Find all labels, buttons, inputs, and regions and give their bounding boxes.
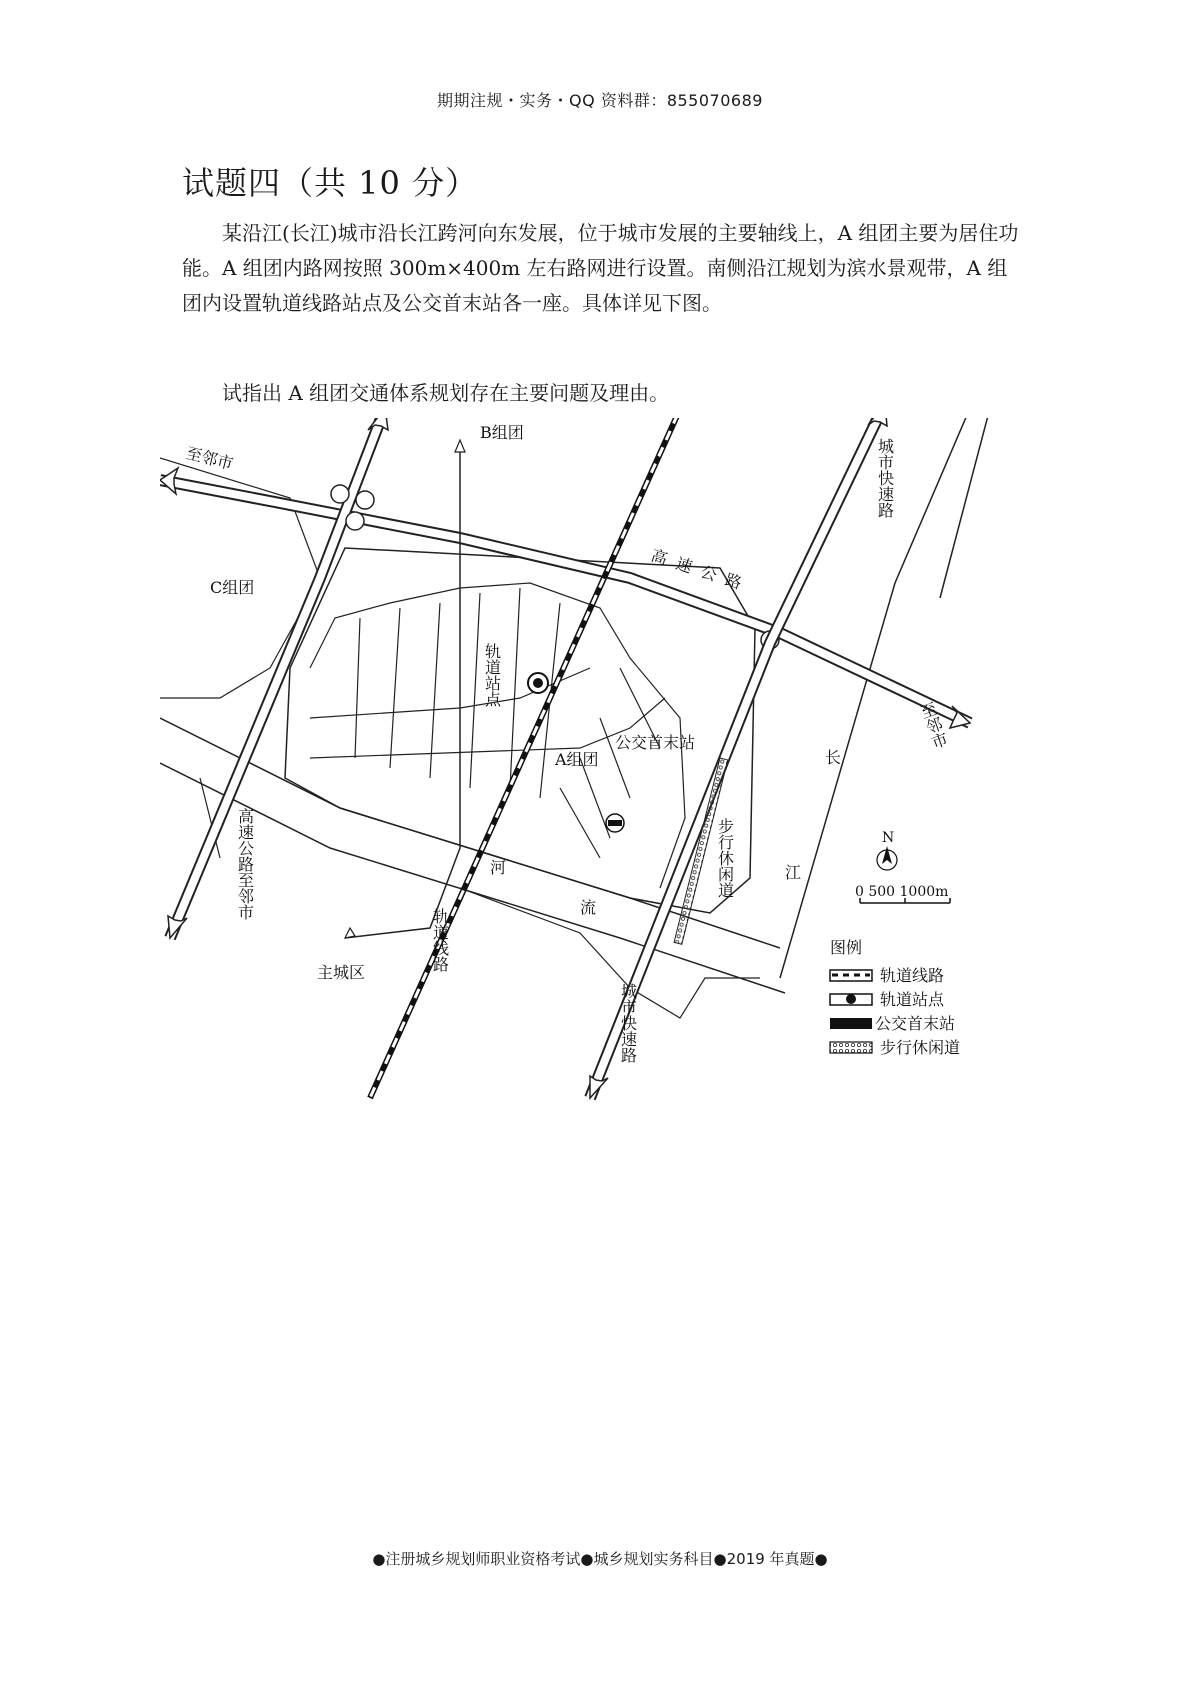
label-yangtze-1: 长	[825, 748, 842, 767]
label-expressway-s: 城市快速路	[618, 983, 638, 1063]
label-highway: 高速公路	[648, 545, 754, 596]
label-expressway-ne: 城市快速路	[875, 438, 895, 518]
label-group-b: B组团	[480, 423, 524, 442]
label-river-1: 河	[490, 858, 507, 877]
page-footer: ●注册城乡规划师职业资格考试●城乡规划实务科目●2019 年真题●	[372, 1550, 828, 1568]
label-main-city: 主城区	[317, 963, 366, 982]
legend-bus-terminal: 公交首末站	[875, 1014, 956, 1033]
legend-pedestrian-path: 步行休闲道	[880, 1038, 961, 1057]
river-south-bank-2	[200, 778, 760, 1018]
label-yangtze-2: 江	[785, 863, 802, 882]
legend-rail-station: 轨道站点	[880, 990, 945, 1009]
legend	[830, 938, 960, 1057]
label-to-city-e: 至邻市	[916, 699, 951, 752]
scale-label: 0 500 1000m	[855, 884, 949, 900]
question-paragraph-2: 试指出 A 组团交通体系规划存在主要问题及理由。	[222, 381, 670, 405]
label-highway-sw: 高速公路至邻市	[235, 808, 255, 920]
label-river-2: 流	[580, 898, 597, 917]
label-bus-terminal: 公交首末站	[615, 733, 696, 752]
question-paragraph-1: 某沿江(长江)城市沿长江跨河向东发展，位于城市发展的主要轴线上，A 组团主要为居住功能。A 组团内路网按照 300m×400m 左右路网进行设置。南侧沿江规划为滨水景观带，A 组团内设置轨道线路站点及公交首末站各一座。具体详见下图。	[182, 221, 1019, 315]
label-rail-station: 轨道站点	[482, 643, 502, 707]
label-group-c: C组团	[210, 578, 255, 597]
planning-map	[160, 418, 1060, 1184]
label-pedestrian-path: 步行休闲道	[715, 818, 735, 898]
rail-station-icon	[528, 673, 548, 693]
question-title: 试题四（共 10 分）	[182, 164, 479, 202]
label-group-a: A组团	[555, 750, 599, 769]
legend-title: 图例	[830, 938, 863, 957]
yangtze-bank-inner	[940, 418, 990, 598]
north-label: N	[882, 830, 895, 846]
label-to-city-nw: 至邻市	[184, 443, 236, 474]
page-header: 期期注规・实务・QQ 资料群：855070689	[437, 91, 763, 110]
bus-terminal-icon	[606, 814, 624, 832]
legend-rail-line: 轨道线路	[880, 966, 945, 985]
highway	[160, 480, 970, 723]
label-rail-line: 轨道线路	[430, 908, 450, 972]
north-arrow-icon	[877, 846, 897, 870]
